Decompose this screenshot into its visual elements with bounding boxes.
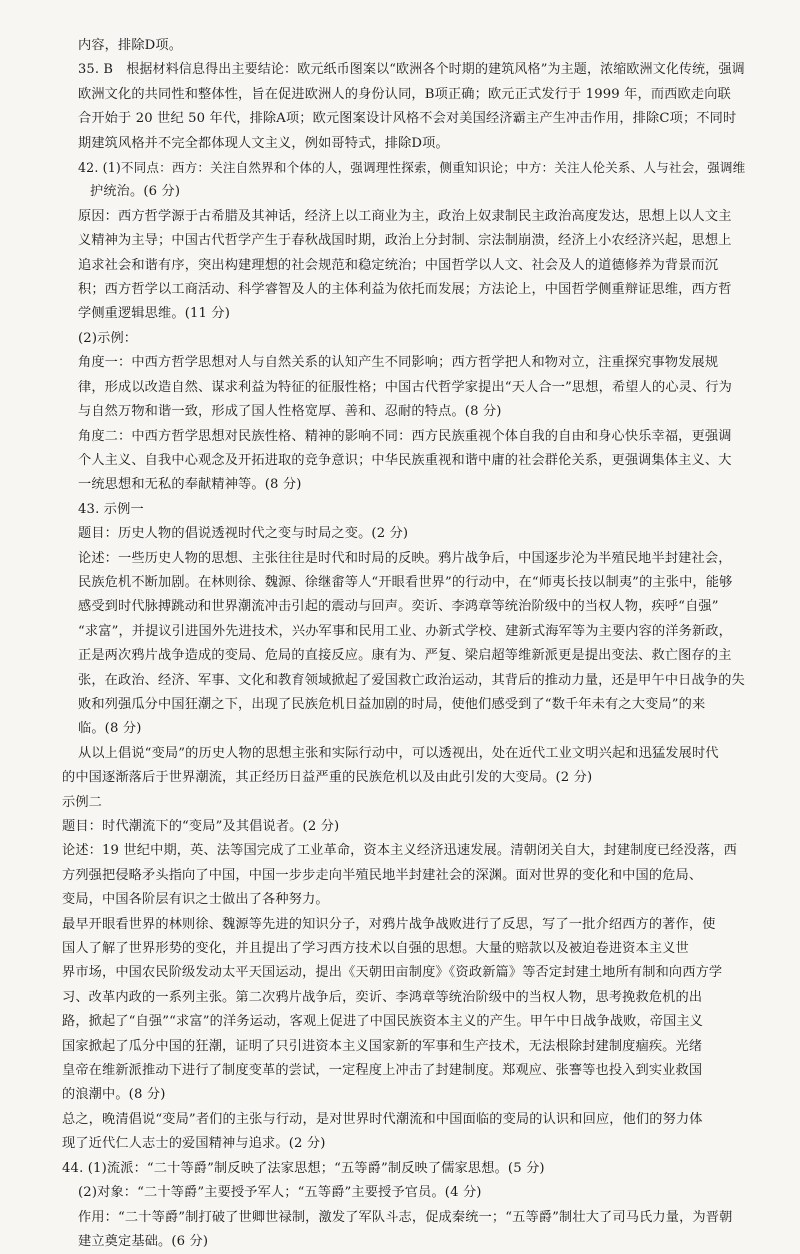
text-line: 内容，排除D项。 (78, 38, 183, 53)
text-line: 角度一：中西方哲学思想对人与自然关系的认知产生不同影响；西方哲学把人和物对立，注重探究事物发展规 (78, 355, 719, 371)
text-line: 合开始于 20 世纪 50 年代，排除A项；欧元图案设计风格不会对美国经济霸主产生冲击作用，排除C项；不同时 (78, 111, 737, 127)
text-line: 路，掀起了“自强”“求富”的洋务运动，客观上促进了中国民族资本主义的产生。甲午中日战争战败，帝国主义 (62, 1014, 704, 1030)
text-line: 的中国逐渐落后于世界潮流，其正经历日益严重的民族危机以及由此引发的大变局。(2 分) (62, 770, 593, 786)
text-line: 积；西方哲学以工商活动、科学睿智及人的主体利益为依托而发展；方法论上，中国哲学侧重辩证思维，西方哲 (78, 282, 732, 298)
text-line: 示例二 (62, 794, 103, 810)
text-line: 护统治。(6 分) (90, 184, 181, 200)
text-line: 建立奠定基础。(6 分) (78, 1233, 209, 1249)
text-line: 角度二：中西方哲学思想对民族性格、精神的影响不同：西方民族重视个体自我的自由和身心快乐幸福，更强调 (78, 428, 732, 444)
text-line: 现了近代仁人志士的爱国精神与追求。(2 分) (62, 1136, 326, 1152)
text-line: 义精神为主导；中国古代哲学产生于春秋战国时期，政治上分封制、宗法制崩溃，经济上小农经济兴起，思想上 (78, 233, 732, 249)
text-line: 方列强把侵略矛头指向了中国，中国一步步走向半殖民地半封建社会的深渊。面对世界的变化和中国的危局、 (62, 867, 703, 883)
text-line: 正是两次鸦片战争造成的变局、危局的直接反应。康有为、严复、梁启超等维新派更是提出变法、救亡图存的主 (78, 648, 732, 664)
text-line: 国人了解了世界形势的变化，并且提出了学习西方技术以自强的思想。大量的赔款以及被迫卷进资本主义世 (62, 941, 689, 957)
text-line: 律，形成以改造自然、谋求利益为特征的征服性格；中国古代哲学家提出“天人合一”思想，希望人的心灵、行为 (78, 379, 732, 395)
q43-answer-line: 43. 示例一 (78, 501, 144, 517)
text-line: 作用：“二十等爵”制打破了世卿世禄制，激发了军队斗志，促成秦统一；“五等爵”制壮大了司马氏力量，为晋朝 (78, 1209, 733, 1225)
text-line: 的浪潮中。(8 分) (62, 1087, 166, 1103)
text-line: 从以上倡说“变局”的历史人物的思想主张和实际行动中，可以透视出，处在近代工业文明兴起和迅猛发展时代 (78, 745, 719, 761)
q44-answer-line: (2)对象：“二十等爵”主要授予军人；“五等爵”主要授予官员。(4 分) (78, 1185, 482, 1201)
text-line: 期建筑风格并不完全都体现人文主义，例如哥特式，排除D项。 (78, 135, 449, 151)
text-line: 习、改革内政的一系列主张。第二次鸦片战争后，奕䜣、李鸿章等统治阶级中的当权人物，思考挽救危机的出 (62, 989, 703, 1005)
text-line: 败和列强瓜分中国狂潮之下，出现了民族危机日益加剧的时局，使他们感受到了“数千年未有之大变局”的来 (78, 696, 706, 712)
text-line: “求富”，并提议引进国外先进技术，兴办军事和民用工业、办新式学校、建新式海军等为主要内容的洋务新政， (78, 623, 732, 639)
text-line: 追求社会和谐有序，突出构建理想的社会规范和稳定统治；中国哲学以人文、社会及人的道德修养为背景而沉 (78, 257, 719, 273)
text-line: 一统思想和无私的奉献精神等。(8 分) (78, 477, 302, 493)
text-line: 44. (1)流派：“二十等爵”制反映了法家思想；“五等爵”制反映了儒家思想。(5 分) (62, 1160, 545, 1176)
text-line: 论述：一些历史人物的思想、主张往往是时代和时局的反映。鸦片战争后，中国逐步沦为半殖民地半封建社会， (78, 550, 732, 566)
text-line: 总之，晚清倡说“变局”者们的主张与行动，是对世界时代潮流和中国面临的变局的认识和回应，他们的努力体 (62, 1111, 703, 1127)
text-line: 题目：时代潮流下的“变局”及其倡说者。(2 分) (62, 819, 340, 834)
text-line: 感受到时代脉搏跳动和世界潮流冲击引起的震动与回声。奕䜣、李鸿章等统治阶级中的当权人物，疾呼“自强” (78, 599, 719, 615)
text-line: (2)示例： (78, 330, 138, 346)
text-line: 民族危机不断加剧。在林则徐、魏源、徐继畬等人“开眼看世界”的行动中，在“师夷长技以制夷”的主张中，能够 (78, 574, 733, 590)
text-line: 张，在政治、经济、军事、文化和教育领域掀起了爱国救亡政治运动，其背后的推动力量，还是甲午中日战争的失 (78, 672, 745, 688)
text-line: 论述：19 世纪中期，英、法等国完成了工业革命，资本主义经济迅速发展。清朝闭关自大，封建制度已经没落，西 (62, 843, 737, 859)
text-line: 原因：西方哲学源于古希腊及其神话，经济上以工商业为主，政治上奴隶制民主政治高度发达，思想上以人文主 (78, 208, 732, 224)
q35-answer-line: 35. B 根据材料信息得出主要结论：欧元纸币图案以“欧洲各个时期的建筑风格”为主题，浓缩欧洲文化传统，强调 (78, 62, 745, 78)
q42-answer-line: 42. (1)不同点：西方：关注自然界和个体的人，强调理性探索，侧重知识论；中方：关注人伦关系、人与社会，强调维 (78, 160, 746, 176)
text-line: 界市场，中国农民阶级发动太平天国运动，提出《天朝田亩制度》《资政新篇》等否定封建土地所有制和向西方学 (62, 965, 723, 981)
text-line: 学侧重逻辑思维。(11 分) (78, 306, 231, 322)
text-line: 欧洲文化的共同性和整体性，旨在促进欧洲人的身份认同，B项正确；欧元正式发行于 1999 年，而西欧走向联 (78, 86, 731, 102)
text-line: 与自然万物和谐一致，形成了国人性格宽厚、善和、忍耐的特点。(8 分) (78, 404, 502, 420)
text-line: 国家掀起了瓜分中国的狂潮，证明了只引进资本主义国家新的军事和生产技术，无法根除封建制度痼疾。光绪 (62, 1038, 703, 1054)
text-line: 最早开眼看世界的林则徐、魏源等先进的知识分子，对鸦片战争战败进行了反思，写了一批介绍西方的著作，使 (62, 916, 716, 932)
text-line: 变局，中国各阶层有识之士做出了各种努力。 (62, 892, 329, 908)
text-line: 个人主义、自我中心观念及开拓进取的竞争意识；中华民族重视和谐中庸的社会群伦关系，更强调集体主义、大 (78, 452, 732, 468)
text-line: 皇帝在维新派推动下进行了制度变革的尝试，一定程度上冲击了封建制度。郑观应、张謇等也投入到实业救国 (62, 1063, 703, 1079)
text-line: 临。(8 分) (78, 721, 142, 737)
text-line: 题目：历史人物的倡说透视时代之变与时局之变。(2 分) (78, 526, 409, 542)
